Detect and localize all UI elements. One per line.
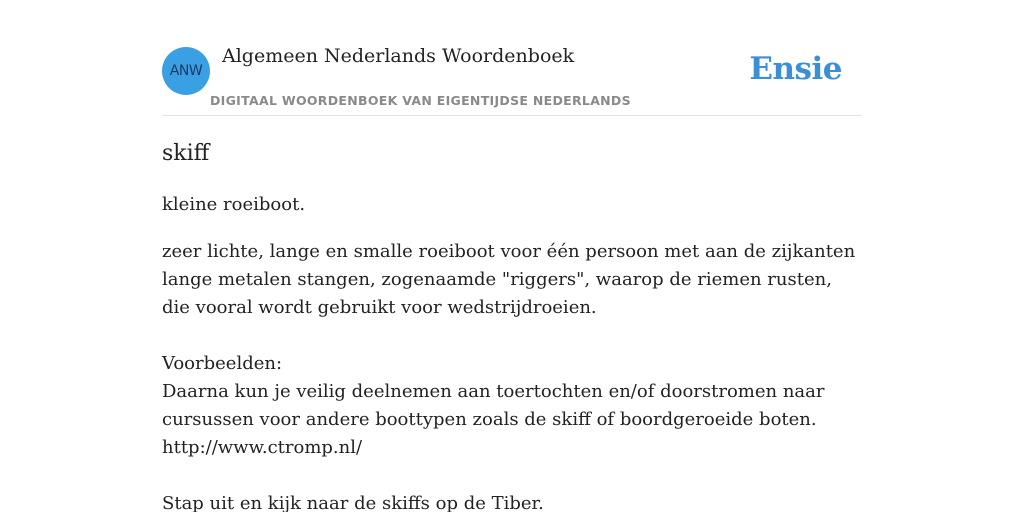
example-source-link[interactable]: http://www.ctromp.nl/ bbox=[162, 437, 363, 458]
example-text: Daarna kun je veilig deelnemen aan toertochten en/of doorstromen naar cursussen voor andere boottypen zoals de skiff of boordgeroeide boten. bbox=[162, 381, 825, 430]
long-definition: zeer lichte, lange en smalle roeiboot voor één persoon met aan de zijkanten lange metalen stangen, zogenaamde "riggers", waarop de riemen rusten, die vooral wordt gebruikt voor wedstrijdroeien. bbox=[162, 241, 856, 318]
example-text: Stap uit en kijk naar de skiffs op de Tiber. bbox=[162, 493, 544, 512]
main-container bbox=[162, 0, 862, 512]
site-header bbox=[162, 0, 862, 116]
site-subtitle: DIGITAAL WOORDENBOEK VAN EIGENTIJDSE NEDERLANDS bbox=[210, 93, 631, 108]
example-spacer bbox=[162, 462, 862, 490]
site-title-link[interactable]: Algemeen Nederlands Woordenboek bbox=[222, 45, 575, 67]
logo-text: ANW bbox=[169, 63, 203, 79]
entry-content bbox=[162, 140, 862, 512]
short-definition: kleine roeiboot. bbox=[162, 194, 306, 215]
anw-logo[interactable] bbox=[162, 47, 210, 95]
ensie-brand-link[interactable]: Ensie bbox=[749, 51, 842, 87]
headword: skiff bbox=[162, 141, 210, 166]
examples-label: Voorbeelden: bbox=[162, 353, 283, 374]
